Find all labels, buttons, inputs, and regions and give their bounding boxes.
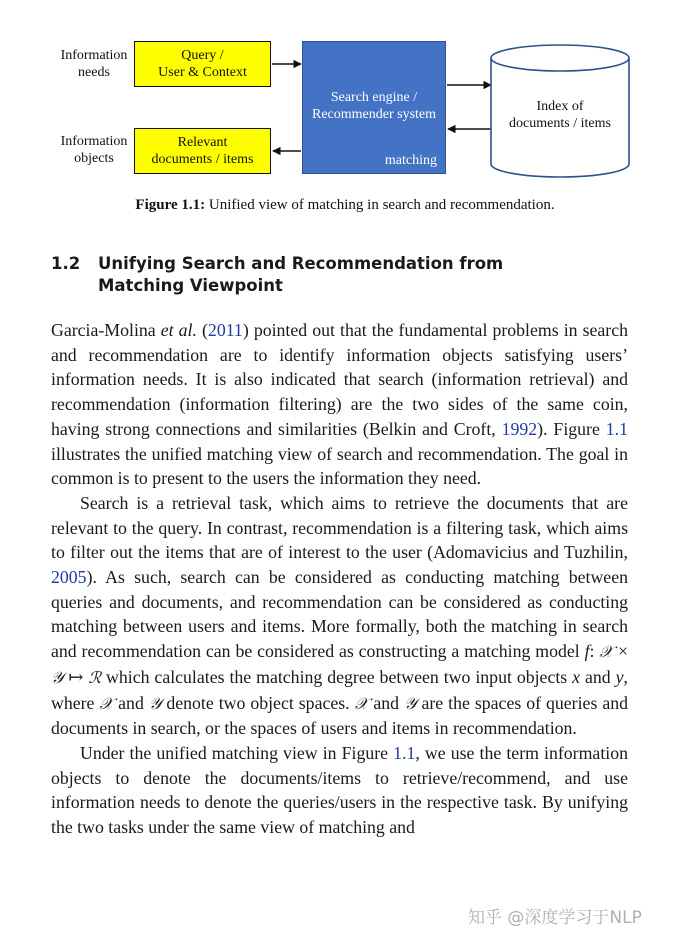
- paragraph-2: Search is a retrieval task, which aims to retrieve the documents that are relevant to the query. In contrast, recommendation is a filtering task, which aims to filter out the items that are of interest to the user (Adomavicius and Tuzhilin, 2005). As such, search can be considered as conducting matching between queries and documents, and recommendation can be considered as conducting matching between users and items. More formally, both the matching in search and recommendation can be considered as constructing a matching model f: 𝒳 × 𝒴 ↦ ℛ which calculates the matching degree between two input objects x and y, where 𝒳 and 𝒴 denote two object spaces. 𝒳 and 𝒴 are the spaces of queries and documents in search, or the spaces of users and items in recommendation.: [51, 492, 629, 739]
- watermark: 知乎 @深度学习于NLP: [468, 908, 642, 928]
- label-information-needs: Information needs: [60, 48, 128, 80]
- index-label: Index of documents / items: [509, 99, 611, 131]
- paragraph-1: Garcia-Molina et al. (2011) pointed out that the fundamental problems in search and recommendation are to identify information objects satisfying users’ information needs. It is also indicated that search (information retrieval) and recommendation (information filtering) are the two sides of the same coin, having strong connections and similarities (Belkin and Croft, 1992). Figure 1.1 illustrates the unified matching view of search and recommendation. The goal in common is to present to the users the information they need.: [51, 320, 628, 489]
- section-title: Unifying Search and Recommendation from Matching Viewpoint: [98, 254, 504, 295]
- citation-link[interactable]: 1992: [501, 418, 538, 439]
- figure-reference-link[interactable]: 1.1: [393, 742, 416, 763]
- section-number: 1.2: [51, 254, 81, 273]
- citation-link[interactable]: 2011: [207, 320, 243, 340]
- paragraph-3: Under the unified matching view in Figure 1.1, we use the term information objects to denote the documents/items to retrieve/recommend, and use information needs to denote the queries/users in the respective task. By unifying the two tasks under the same view of matching and: [51, 742, 628, 838]
- citation-link[interactable]: 2005: [51, 567, 87, 588]
- figure-reference-link[interactable]: 1.1: [605, 418, 628, 439]
- label-information-objects: Information objects: [60, 134, 128, 166]
- query-box: Query / User & Context: [134, 41, 271, 87]
- engine-matching-label: matching: [384, 153, 437, 168]
- figure-caption: Figure 1.1: Unified view of matching in search and recommendation.: [135, 197, 555, 213]
- engine-title: Search engine / Recommender system: [311, 90, 437, 122]
- body-text: [51, 318, 628, 840]
- relevant-box: Relevant documents / items: [134, 128, 271, 174]
